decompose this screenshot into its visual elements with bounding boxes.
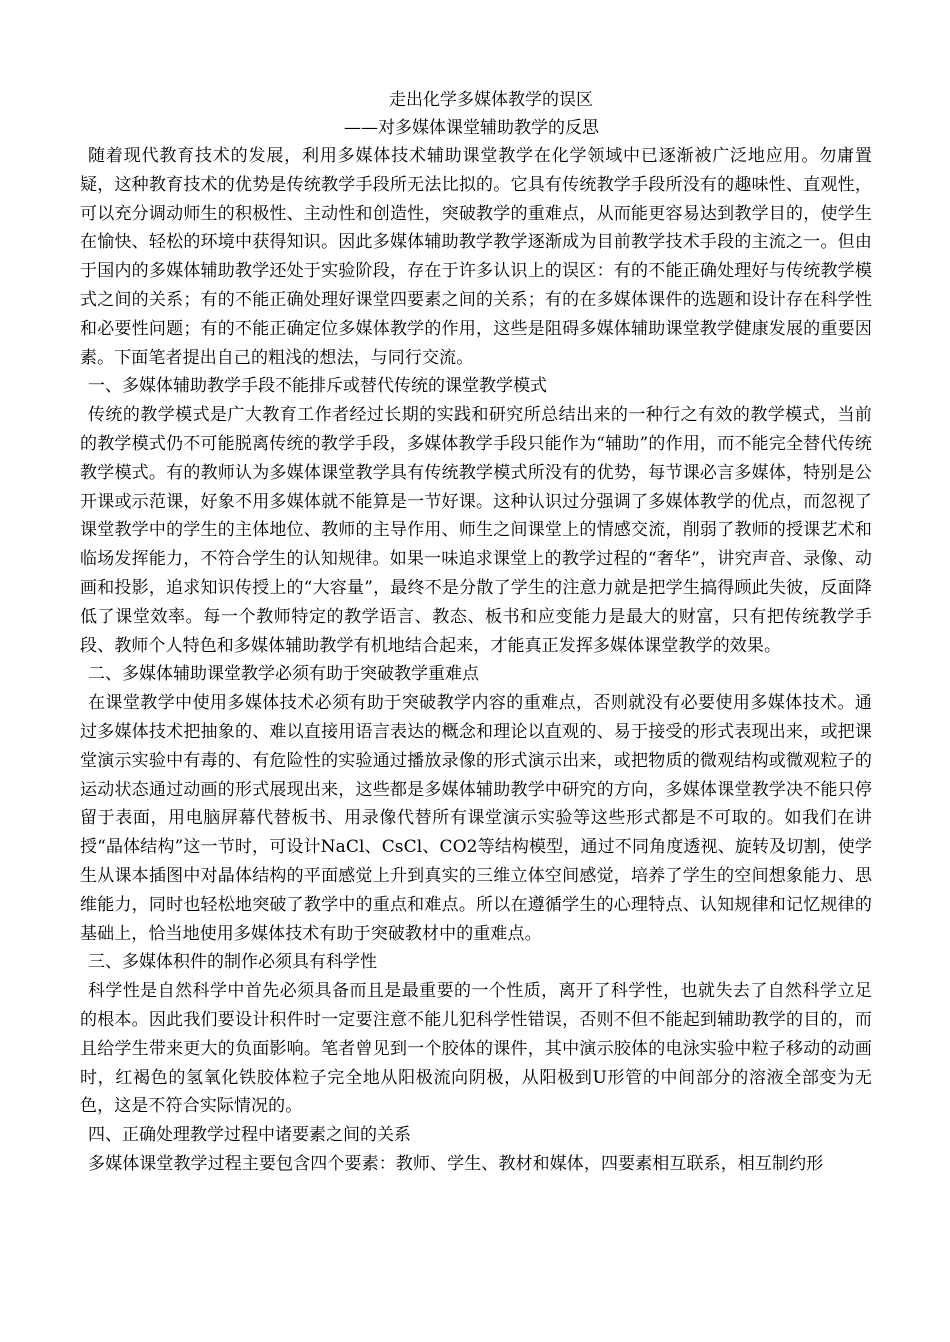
- section1-paragraph: 传统的教学模式是广大教育工作者经过长期的实践和研究所总结出来的一种行之有效的教学模式，当前的教学模式仍不可能脱离传统的教学手段，多媒体教学手段只能作为“辅助”的作用，而不能完全替代传统教学模式。有的教师认为多媒体课堂教学具有传统教学模式所没有的优势，每节课必言多媒体，特别是公开课或示范课，好象不用多媒体就不能算是一节好课。这种认识过分强调了多媒体教学的优点，而忽视了课堂教学中的学生的主体地位、教师的主导作用、师生之间课堂上的情感交流，削弱了教师的授课艺术和临场发挥能力，不符合学生的认知规律。如果一味追求课堂上的教学过程的“奢华”，讲究声音、录像、动画和投影，追求知识传授上的“大容量”，最终不是分散了学生的注意力就是把学生搞得顾此失彼，反面降低了课堂效率。每一个教师特定的教学语言、教态、板书和应变能力是最大的财富，只有把传统教学手段、教师个人特色和多媒体辅助教学有机地结合起来，才能真正发挥多媒体课堂教学的效果。: [80, 405, 872, 656]
- section3-heading: 三、多媒体积件的制作必须具有科学性: [88, 952, 377, 973]
- section2-heading: 二、多媒体辅助课堂教学必须有助于突破教学重难点: [88, 664, 479, 685]
- section3-paragraph: 科学性是自然科学中首先必须具备而且是最重要的一个性质，离开了科学性，也就失去了自然科学立足的根本。因此我们要设计积件时一定要注意不能儿犯科学性错误，否则不但不能起到辅助教学的目的，而且给学生带来更大的负面影响。笔者曾见到一个胶体的课件，其中演示胶体的电泳实验中粒子移动的动画时，红褐色的氢氧化铁胶体粒子完全地从阳极流向阴极，从阳极到U形管的中间部分的溶液全部变为无色，这是不符合实际情况的。: [80, 981, 872, 1117]
- section1-heading: 一、多媒体辅助教学手段不能排斥或替代传统的课堂教学模式: [88, 376, 547, 397]
- document-title: 走出化学多媒体教学的误区: [389, 90, 593, 110]
- intro-paragraph: 随着现代教育技术的发展，利用多媒体技术辅助课堂教学在化学领域中已逐渐被广泛地应用。勿庸置疑，这种教育技术的优势是传统教学手段所无法比拟的。它具有传统教学手段所没有的趣味性、直观性，可以充分调动师生的积极性、主动性和创造性，突破教学的重难点，从而能更容易达到教学目的，使学生在愉快、轻松的环境中获得知识。因此多媒体辅助教学教学逐渐成为目前教学技术手段的主流之一。但由于国内的多媒体辅助教学还处于实验阶段，存在于许多认识上的误区：有的不能正确处理好与传统教学模式之间的关系；有的不能正确处理好课堂四要素之间的关系；有的在多媒体课件的选题和设计存在科学性和必要性问题；有的不能正确定位多媒体教学的作用，这些是阻碍多媒体辅助课堂教学健康发展的重要因素。下面笔者提出自己的粗浅的想法，与同行交流。: [80, 146, 872, 368]
- section2-paragraph: 在课堂教学中使用多媒体技术必须有助于突破教学内容的重难点，否则就没有必要使用多媒体技术。通过多媒体技术把抽象的、难以直接用语言表达的概念和理论以直观的、易于接受的形式表现出来，或把课堂演示实验中有毒的、有危险性的实验通过播放录像的形式演示出来，或把物质的微观结构或微观粒子的运动状态通过动画的形式展现出来，这些都是多媒体辅助教学中研究的方向，多媒体课堂教学决不能只停留于表面，用电脑屏幕代替板书、用录像代替所有课堂演示实验等这些形式都是不可取的。如我们在讲授“晶体结构”这一节时，可设计NaCl、CsCl、CO2等结构模型，通过不同角度透视、旋转及切割，使学生从课本插图中对晶体结构的平面感觉上升到真实的三维立体空间感觉，培养了学生的空间想象能力、思维能力，同时也轻松地突破了教学中的重点和难点。所以在遵循学生的心理特点、认知规律和记忆规律的基础上，恰当地使用多媒体技术有助于突破教材中的重难点。: [80, 693, 872, 944]
- section4-heading: 四、正确处理教学过程中诸要素之间的关系: [88, 1125, 411, 1146]
- section4-paragraph: 多媒体课堂教学过程主要包含四个要素：教师、学生、教材和媒体，四要素相互联系，相互制约形: [88, 1153, 824, 1174]
- document-subtitle: ——对多媒体课堂辅助教学的反思: [344, 118, 599, 138]
- document-page: [80, 86, 872, 1179]
